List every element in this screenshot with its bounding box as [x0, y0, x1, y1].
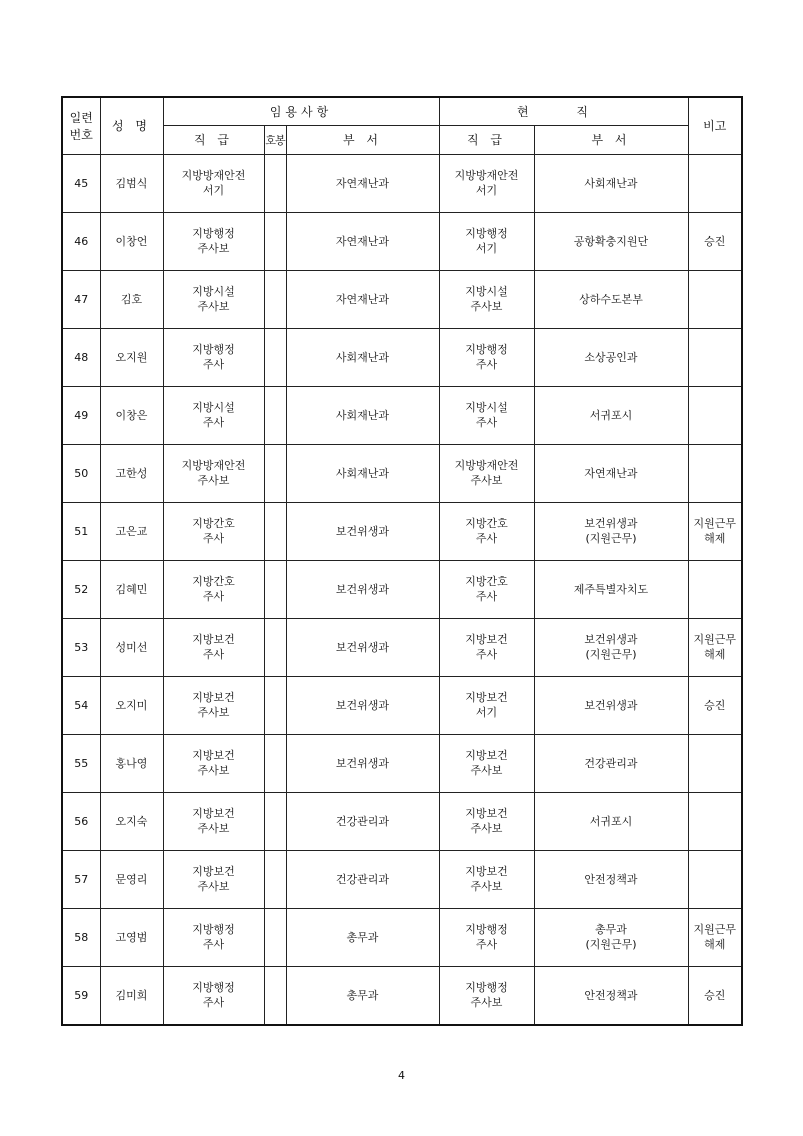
- new-dept: [286, 502, 439, 560]
- current-dept-line: (지원근무): [585, 648, 637, 661]
- current-grade-line: 지방시설: [465, 401, 508, 414]
- header-new-dept: 부 서: [286, 125, 439, 154]
- remark: [688, 154, 742, 212]
- employee-name: 고영범: [100, 908, 163, 966]
- serial-number: 52: [62, 560, 100, 618]
- header-new-grade: 직 급: [163, 125, 264, 154]
- new-dept-line: 보건위생과: [335, 524, 390, 538]
- current-grade-line: 지방행정: [465, 923, 508, 936]
- remark: [688, 908, 742, 966]
- new-grade-line: 주사보: [197, 880, 230, 893]
- current-grade: [439, 212, 534, 270]
- new-grade-line: 주사보: [197, 300, 230, 313]
- current-dept-line: 보건위생과: [584, 517, 638, 530]
- new-grade-line: 지방보건: [192, 691, 235, 704]
- serial-number: 45: [62, 154, 100, 212]
- current-dept: [534, 908, 688, 966]
- header-current-dept: 부 서: [534, 125, 688, 154]
- remark-line: 승진: [704, 988, 726, 1002]
- new-grade: [163, 618, 264, 676]
- new-grade-line: 주사보: [197, 706, 230, 719]
- current-dept-line: 건강관리과: [584, 756, 638, 770]
- table-row: [62, 966, 742, 1025]
- new-grade-line: 지방보건: [192, 633, 235, 646]
- current-grade-line: 서기: [475, 242, 498, 255]
- new-dept: [286, 966, 439, 1025]
- appointment-table: [61, 96, 743, 1026]
- remark: [688, 734, 742, 792]
- remark: [688, 328, 742, 386]
- employee-name: 김미희: [100, 966, 163, 1025]
- current-grade-line: 주사보: [470, 474, 503, 487]
- current-dept-line: 서귀포시: [589, 814, 633, 828]
- remark-line: 해제: [704, 532, 726, 545]
- table-row: [62, 908, 742, 966]
- current-grade: [439, 908, 534, 966]
- current-grade: [439, 676, 534, 734]
- employee-name: 김혜민: [100, 560, 163, 618]
- current-grade-line: 서기: [475, 706, 498, 719]
- serial-number: 59: [62, 966, 100, 1025]
- new-grade-line: 주사보: [197, 822, 230, 835]
- remark: [688, 676, 742, 734]
- new-dept-line: 보건위생과: [335, 640, 390, 654]
- new-grade-line: 주사보: [197, 764, 230, 777]
- step: [264, 966, 286, 1025]
- employee-name: 오지원: [100, 328, 163, 386]
- step: [264, 444, 286, 502]
- header-current: 현 직: [439, 97, 688, 125]
- new-dept-line: 건강관리과: [335, 814, 390, 828]
- table-row: [62, 386, 742, 444]
- current-dept-line: 보건위생과: [584, 698, 638, 712]
- remark: [688, 850, 742, 908]
- current-grade: [439, 792, 534, 850]
- current-grade: [439, 444, 534, 502]
- current-grade: [439, 328, 534, 386]
- current-grade: [439, 386, 534, 444]
- step: [264, 792, 286, 850]
- new-grade-line: 지방방재안전: [181, 169, 246, 182]
- step: [264, 154, 286, 212]
- new-grade: [163, 560, 264, 618]
- serial-number: 53: [62, 618, 100, 676]
- current-dept-line: 소상공인과: [584, 350, 638, 364]
- step: [264, 502, 286, 560]
- new-dept-line: 건강관리과: [335, 872, 390, 886]
- remark-line: 해제: [704, 648, 726, 661]
- remark-line: 지원근무: [693, 517, 736, 530]
- new-dept-line: 자연재난과: [335, 234, 390, 248]
- current-grade: [439, 734, 534, 792]
- serial-number: 50: [62, 444, 100, 502]
- current-grade: [439, 850, 534, 908]
- current-dept-line: 사회재난과: [584, 176, 638, 190]
- remark: [688, 386, 742, 444]
- current-dept: [534, 850, 688, 908]
- new-grade: [163, 850, 264, 908]
- current-grade-line: 주사: [475, 938, 498, 951]
- table-row: [62, 618, 742, 676]
- current-grade: [439, 560, 534, 618]
- serial-number: 54: [62, 676, 100, 734]
- new-dept: [286, 154, 439, 212]
- step: [264, 328, 286, 386]
- employee-name: 성미선: [100, 618, 163, 676]
- header-serial-line-1: 일련: [69, 110, 93, 125]
- serial-number: 55: [62, 734, 100, 792]
- new-grade-line: 주사: [202, 996, 225, 1009]
- table-row: [62, 444, 742, 502]
- current-grade-line: 지방행정: [465, 227, 508, 240]
- serial-number: 48: [62, 328, 100, 386]
- new-dept-line: 사회재난과: [335, 350, 390, 364]
- step: [264, 618, 286, 676]
- current-dept-line: 제주특별자치도: [573, 582, 649, 596]
- new-grade-line: 지방간호: [192, 517, 235, 530]
- current-grade-line: 주사보: [470, 822, 503, 835]
- serial-number: 51: [62, 502, 100, 560]
- new-dept-line: 총무과: [346, 930, 379, 944]
- header-serial: [62, 97, 100, 154]
- table-body: [62, 154, 742, 1025]
- new-dept: [286, 734, 439, 792]
- new-dept: [286, 270, 439, 328]
- table-row: [62, 560, 742, 618]
- remark: [688, 966, 742, 1025]
- current-grade-line: 주사: [475, 358, 498, 371]
- new-grade: [163, 502, 264, 560]
- step: [264, 908, 286, 966]
- current-dept-line: 자연재난과: [584, 466, 638, 480]
- new-grade: [163, 792, 264, 850]
- new-dept: [286, 676, 439, 734]
- current-dept: [534, 154, 688, 212]
- new-grade-line: 지방보건: [192, 865, 235, 878]
- current-grade-line: 주사: [475, 532, 498, 545]
- current-dept-line: 공항확충지원단: [573, 234, 649, 248]
- new-dept-line: 자연재난과: [335, 176, 390, 190]
- serial-number: 56: [62, 792, 100, 850]
- current-grade: [439, 502, 534, 560]
- employee-name: 홍나영: [100, 734, 163, 792]
- step: [264, 270, 286, 328]
- current-grade-line: 지방방재안전: [454, 459, 519, 472]
- step: [264, 850, 286, 908]
- employee-name: 김호: [100, 270, 163, 328]
- current-dept: [534, 444, 688, 502]
- step: [264, 386, 286, 444]
- current-grade-line: 지방보건: [465, 749, 508, 762]
- current-grade: [439, 154, 534, 212]
- new-grade-line: 주사: [202, 532, 225, 545]
- new-dept: [286, 618, 439, 676]
- current-grade-line: 주사보: [470, 764, 503, 777]
- new-dept-line: 총무과: [346, 988, 379, 1002]
- new-grade-line: 주사: [202, 938, 225, 951]
- new-grade: [163, 734, 264, 792]
- serial-number: 46: [62, 212, 100, 270]
- new-grade: [163, 908, 264, 966]
- remark-line: 승진: [704, 234, 726, 248]
- current-dept: [534, 502, 688, 560]
- current-dept-line: (지원근무): [585, 532, 637, 545]
- new-dept-line: 보건위생과: [335, 582, 390, 596]
- current-dept-line: 보건위생과: [584, 633, 638, 646]
- remark-line: 승진: [704, 698, 726, 712]
- remark-line: 해제: [704, 938, 726, 951]
- current-dept: [534, 676, 688, 734]
- new-grade-line: 주사: [202, 590, 225, 603]
- new-grade: [163, 212, 264, 270]
- serial-number: 57: [62, 850, 100, 908]
- new-grade: [163, 966, 264, 1025]
- current-grade-line: 지방간호: [465, 575, 508, 588]
- current-grade-line: 주사보: [470, 996, 503, 1009]
- new-grade-line: 지방보건: [192, 807, 235, 820]
- remark: [688, 270, 742, 328]
- current-dept: [534, 270, 688, 328]
- current-grade-line: 지방보건: [465, 807, 508, 820]
- new-dept: [286, 328, 439, 386]
- current-grade: [439, 618, 534, 676]
- table-row: [62, 850, 742, 908]
- current-dept: [534, 212, 688, 270]
- new-grade: [163, 676, 264, 734]
- new-grade: [163, 386, 264, 444]
- employee-name: 고한성: [100, 444, 163, 502]
- new-grade-line: 주사: [202, 358, 225, 371]
- new-grade-line: 지방시설: [192, 285, 235, 298]
- new-grade-line: 지방시설: [192, 401, 235, 414]
- header-current-grade: 직 급: [439, 125, 534, 154]
- header-name: 성 명: [100, 97, 163, 154]
- current-grade-line: 지방행정: [465, 981, 508, 994]
- current-dept-line: (지원근무): [585, 938, 637, 951]
- new-dept-line: 자연재난과: [335, 292, 390, 306]
- new-grade-line: 지방행정: [192, 923, 235, 936]
- current-dept: [534, 734, 688, 792]
- step: [264, 560, 286, 618]
- current-dept-line: 총무과: [595, 923, 627, 936]
- new-dept: [286, 386, 439, 444]
- new-dept: [286, 560, 439, 618]
- new-dept: [286, 792, 439, 850]
- new-grade: [163, 328, 264, 386]
- serial-number: 49: [62, 386, 100, 444]
- current-grade-line: 지방행정: [465, 343, 508, 356]
- table-row: [62, 792, 742, 850]
- current-dept-line: 안전정책과: [584, 872, 638, 886]
- table-row: [62, 328, 742, 386]
- current-grade-line: 지방보건: [465, 865, 508, 878]
- current-grade: [439, 270, 534, 328]
- current-dept: [534, 792, 688, 850]
- new-grade-line: 지방방재안전: [181, 459, 246, 472]
- employee-name: 오지숙: [100, 792, 163, 850]
- remark: [688, 560, 742, 618]
- remark: [688, 502, 742, 560]
- employee-name: 문영리: [100, 850, 163, 908]
- current-dept: [534, 966, 688, 1025]
- current-grade-line: 지방보건: [465, 691, 508, 704]
- new-grade-line: 주사: [202, 416, 225, 429]
- remark-line: 지원근무: [693, 633, 736, 646]
- new-grade-line: 주사보: [197, 474, 230, 487]
- new-dept-line: 사회재난과: [335, 408, 390, 422]
- new-dept: [286, 850, 439, 908]
- page-number: 4: [398, 1069, 405, 1082]
- new-grade-line: 지방행정: [192, 343, 235, 356]
- serial-number: 47: [62, 270, 100, 328]
- step: [264, 676, 286, 734]
- table-row: [62, 734, 742, 792]
- header-serial-line-2: 번호: [69, 127, 93, 142]
- new-grade: [163, 444, 264, 502]
- new-dept-line: 사회재난과: [335, 466, 390, 480]
- new-dept-line: 보건위생과: [335, 698, 390, 712]
- current-grade-line: 지방간호: [465, 517, 508, 530]
- new-grade: [163, 270, 264, 328]
- remark: [688, 212, 742, 270]
- new-grade-line: 지방행정: [192, 981, 235, 994]
- table-row: [62, 676, 742, 734]
- new-dept-line: 보건위생과: [335, 756, 390, 770]
- step: [264, 212, 286, 270]
- new-grade-line: 주사보: [197, 242, 230, 255]
- employee-name: 오지미: [100, 676, 163, 734]
- current-grade-line: 주사: [475, 416, 498, 429]
- header-step: 호봉: [264, 125, 286, 154]
- current-grade-line: 주사보: [470, 880, 503, 893]
- current-grade-line: 주사보: [470, 300, 503, 313]
- new-grade-line: 주사: [202, 648, 225, 661]
- table-row: [62, 212, 742, 270]
- current-dept: [534, 618, 688, 676]
- employee-name: 이창언: [100, 212, 163, 270]
- remark: [688, 618, 742, 676]
- new-dept: [286, 444, 439, 502]
- current-dept: [534, 328, 688, 386]
- employee-name: 고은교: [100, 502, 163, 560]
- header-appointment: 임용사항: [163, 97, 439, 125]
- new-grade-line: 지방보건: [192, 749, 235, 762]
- current-grade: [439, 966, 534, 1025]
- current-grade-line: 지방방재안전: [454, 169, 519, 182]
- current-grade-line: 지방시설: [465, 285, 508, 298]
- new-grade-line: 지방행정: [192, 227, 235, 240]
- step: [264, 734, 286, 792]
- current-grade-line: 서기: [475, 184, 498, 197]
- current-grade-line: 주사: [475, 648, 498, 661]
- remark: [688, 444, 742, 502]
- remark: [688, 792, 742, 850]
- new-grade-line: 지방간호: [192, 575, 235, 588]
- table-row: [62, 154, 742, 212]
- current-dept-line: 상하수도본부: [579, 292, 643, 306]
- header-remark: 비고: [688, 97, 742, 154]
- current-grade-line: 지방보건: [465, 633, 508, 646]
- current-dept: [534, 386, 688, 444]
- employee-name: 김범식: [100, 154, 163, 212]
- new-grade: [163, 154, 264, 212]
- remark-line: 지원근무: [693, 923, 736, 936]
- table-row: [62, 502, 742, 560]
- current-dept: [534, 560, 688, 618]
- current-grade-line: 주사: [475, 590, 498, 603]
- serial-number: 58: [62, 908, 100, 966]
- table-row: [62, 270, 742, 328]
- new-grade-line: 서기: [202, 184, 225, 197]
- current-dept-line: 서귀포시: [589, 408, 633, 422]
- new-dept: [286, 908, 439, 966]
- current-dept-line: 안전정책과: [584, 988, 638, 1002]
- new-dept: [286, 212, 439, 270]
- employee-name: 이창은: [100, 386, 163, 444]
